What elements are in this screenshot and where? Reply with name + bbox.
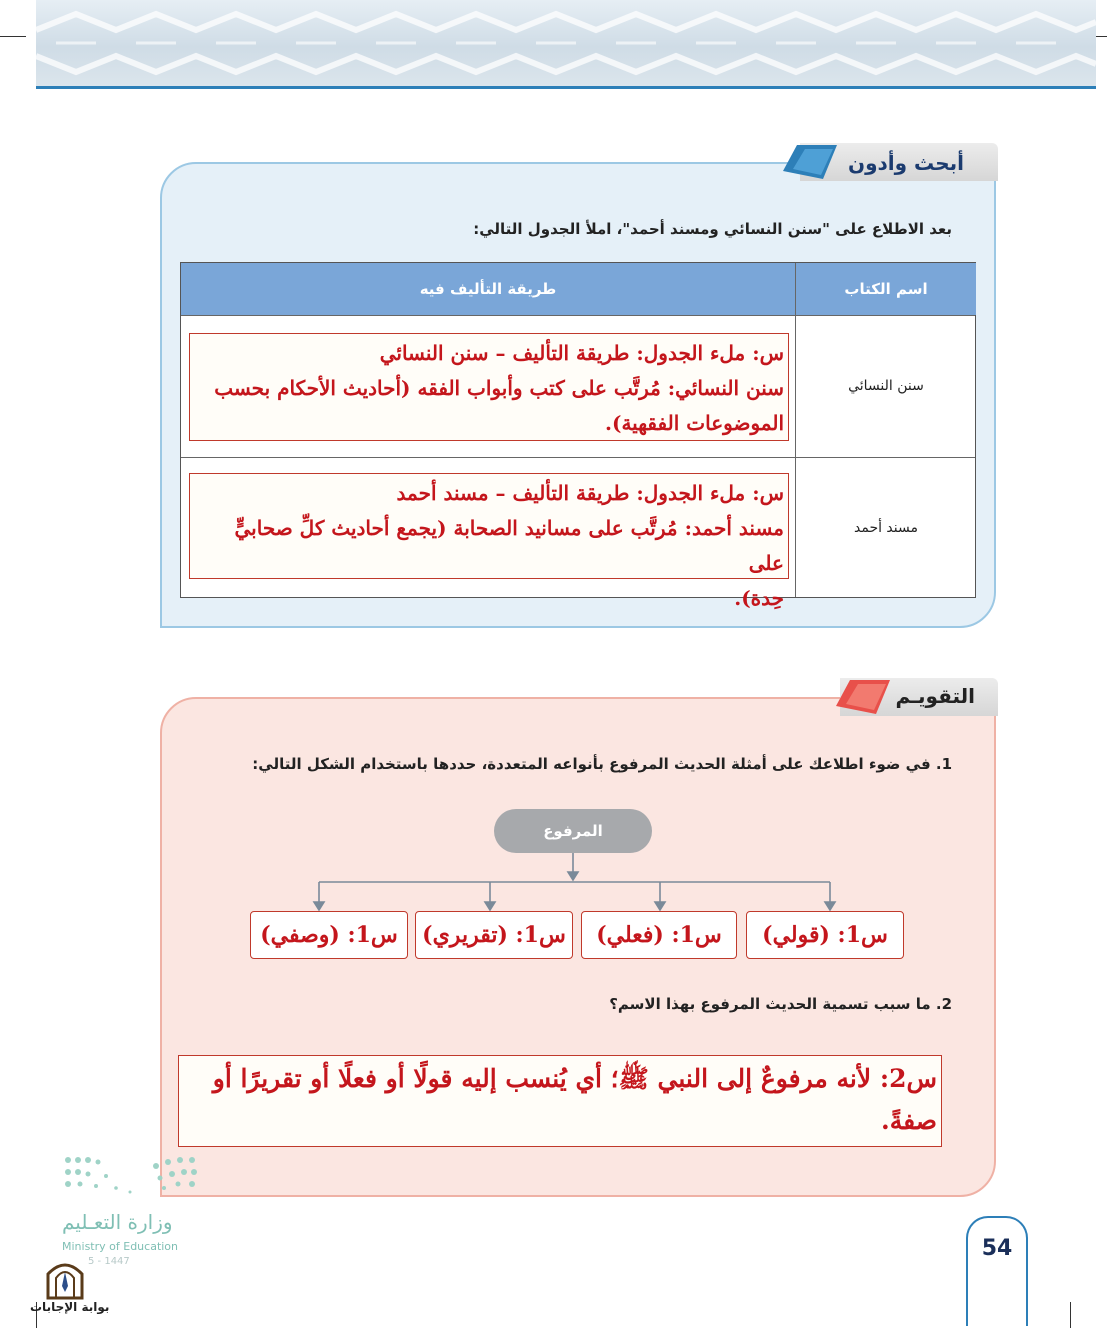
answer-line: الموضوعات الفقهية). <box>605 411 784 435</box>
table-header-book: اسم الكتاب <box>796 263 976 315</box>
diagram-node-wasfi: س1: (وصفي) <box>250 911 408 959</box>
table-divider <box>795 263 796 597</box>
portal-logo-icon <box>44 1256 86 1300</box>
crop-mark <box>0 36 26 37</box>
ministry-name-ar: وزارة التعـليم <box>62 1210 173 1234</box>
red-flag-icon <box>836 680 890 714</box>
answer-line: س: ملء الجدول: طريقة التأليف – مسند أحمد <box>396 481 784 505</box>
answer-line: س: ملء الجدول: طريقة التأليف – سنن النسائي <box>379 341 784 365</box>
diagram-node-qawli: س1: (قولي) <box>746 911 904 959</box>
header-rule <box>36 86 1096 89</box>
question-2: 2. ما سبب تسمية الحديث المرفوع بهذا الاسم؟ <box>609 995 952 1013</box>
research-instruction: بعد الاطلاع على "سنن النسائي ومسند أحمد"، املأ الجدول التالي: <box>473 220 952 238</box>
page-number: 54 <box>981 1236 1013 1261</box>
answer-box-ahmad <box>189 473 789 610</box>
page-number-tab <box>966 1216 1028 1326</box>
answer-box-nasai <box>189 333 789 441</box>
diagram-node-fili: س1: (فعلي) <box>581 911 737 959</box>
question-1: 1. في ضوء اطلاعك على أمثلة الحديث المرفوع بأنواعه المتعددة، حددها باستخدام الشكل التالي: <box>252 755 952 773</box>
table-cell-book: مسند أحمد <box>854 520 918 536</box>
crop-mark <box>1070 1302 1071 1328</box>
portal-label: بوابة الإجابات <box>30 1300 110 1314</box>
answer-box-q2 <box>178 1055 942 1147</box>
ministry-name-en: Ministry of Education <box>62 1240 179 1253</box>
table-header-method: طريقة التأليف فيه <box>181 263 795 315</box>
table-divider <box>181 315 975 316</box>
answer-line: مسند أحمد: مُرتَّب على مسانيد الصحابة (يجمع أحاديث كلِّ صحابيٍّ على <box>234 516 784 575</box>
ministry-year: 5 - 1447 <box>88 1256 130 1267</box>
table-cell-book: سنن النسائي <box>848 378 924 394</box>
answer-line: حِدة). <box>734 586 784 610</box>
answer-line: سنن النسائي: مُرتَّب على كتب وأبواب الفقه (أحاديث الأحكام بحسب <box>214 376 784 400</box>
answer-line: س2: لأنه مرفوعٌ إلى النبي ﷺ؛ أي يُنسب إليه قولًا أو فعلًا أو تقريرًا أو <box>212 1064 937 1093</box>
section-title-research: أبحث وأدون <box>848 151 964 175</box>
arabesque-pattern <box>36 0 1096 86</box>
diagram-root: المرفوع <box>494 809 652 853</box>
section-title-evaluation: التقويـم <box>895 684 975 708</box>
research-table <box>180 262 976 610</box>
header-banner <box>36 0 1096 86</box>
blue-flag-icon <box>783 145 837 179</box>
diagram-node-taqriri: س1: (تقريري) <box>415 911 573 959</box>
ministry-logo-icon <box>60 1152 200 1202</box>
table-divider <box>181 457 975 458</box>
answer-line: صفةً. <box>881 1106 937 1135</box>
